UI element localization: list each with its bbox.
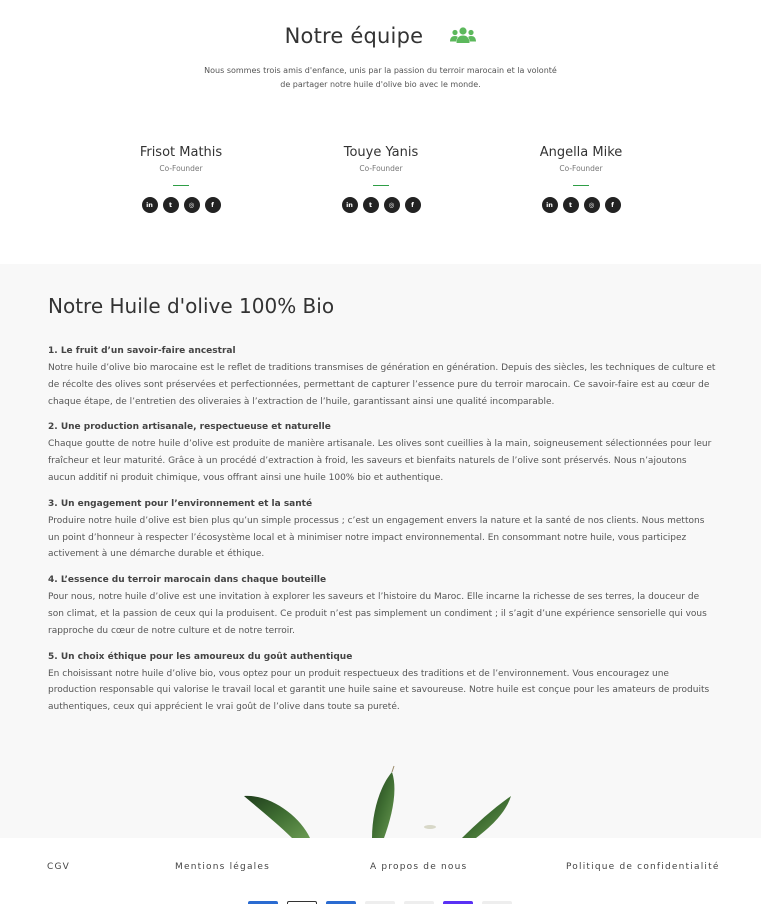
- facebook-icon[interactable]: f: [605, 197, 621, 213]
- member-role: Co-Founder: [159, 164, 203, 173]
- point-text: Produire notre huile d’olive est bien plus qu’un simple processus ; c’est un engagement envers la nature et la santé de nos clients. Nous mettons un point d’honneur à respecter l’écosystème local et à minimiser notre impact environnemental. En consommant notre huile, vous participez activement à une démarche durable et éthique.: [48, 515, 705, 560]
- point-text: Chaque goutte de notre huile d’olive est produite de manière artisanale. Les olives sont cueillies à la main, soigneusement sélectionnées pour leur fraîcheur et leur maturité. Grâce à un procédé d’extraction à froid, les saveurs et bienfaits naturels de l’olive sont préservés. Nous n’ajoutons aucun additif ni produit chimique, vous offrant ainsi une huile 100% bio et authentique.: [48, 439, 712, 483]
- twitter-icon[interactable]: t: [163, 197, 179, 213]
- point-text: Pour nous, notre huile d’olive est une invitation à explorer les saveurs et l’histoire du Maroc. Elle incarne la richesse de ses terres, la douceur de son climat, et la passion de ceux qui la produisent. Ce produit n’est pas simplement un condiment ; il s’agit d’une expérience sensorielle qui vous rapproche du cœur de notre culture et de notre terroir.: [48, 592, 707, 636]
- section-title: Notre Huile d'olive 100% Bio: [48, 294, 335, 318]
- footer: [0, 838, 761, 904]
- footer-link-cgv[interactable]: CGV: [47, 862, 71, 872]
- twitter-icon[interactable]: t: [363, 197, 379, 213]
- list-item: [48, 420, 716, 486]
- list-item: [48, 497, 716, 563]
- member-role: Co-Founder: [559, 164, 603, 173]
- point-text: Notre huile d’olive bio marocaine est le reflet de traditions transmises de génération en génération. Depuis des siècles, les techniques de culture et de récolte des olives sont préservées et perfectionnées, permettant de capturer l’essence pure du terroir marocain. Ce savoir-faire est au cœur de chaque étape, de l’entretien des oliveraies à l’extraction de l’huile, garantissant ainsi une qualité incomparable.: [48, 363, 716, 407]
- member-name: Frisot Mathis: [139, 145, 223, 160]
- team-member-card: [501, 145, 661, 213]
- point-title: 4. L’essence du terroir marocain dans chaque bouteille: [48, 575, 327, 586]
- team-member-card: [301, 145, 461, 213]
- feature-list: [48, 344, 716, 726]
- linkedin-icon[interactable]: in: [142, 197, 158, 213]
- linkedin-icon[interactable]: in: [342, 197, 358, 213]
- users-icon: [450, 26, 476, 44]
- team-member-card: [101, 145, 261, 213]
- team-section: [0, 0, 761, 264]
- member-socials: [501, 197, 661, 213]
- instagram-icon[interactable]: ◎: [384, 197, 400, 213]
- member-divider: [573, 185, 589, 186]
- list-item: [48, 344, 716, 410]
- member-name: Touye Yanis: [343, 145, 419, 160]
- member-divider: [173, 185, 189, 186]
- point-title: 5. Un choix éthique pour les amoureux du goût authentique: [48, 651, 353, 662]
- member-socials: [301, 197, 461, 213]
- member-name: Angella Mike: [539, 145, 623, 160]
- instagram-icon[interactable]: ◎: [184, 197, 200, 213]
- instagram-icon[interactable]: ◎: [584, 197, 600, 213]
- facebook-icon[interactable]: f: [405, 197, 421, 213]
- olive-oil-section: [0, 264, 761, 838]
- member-socials: [101, 197, 261, 213]
- list-item: [48, 573, 716, 639]
- member-role: Co-Founder: [359, 164, 403, 173]
- facebook-icon[interactable]: f: [205, 197, 221, 213]
- twitter-icon[interactable]: t: [563, 197, 579, 213]
- olive-leaves-image: [0, 764, 761, 838]
- list-item: [48, 650, 716, 716]
- team-title: Notre équipe: [284, 24, 424, 48]
- linkedin-icon[interactable]: in: [542, 197, 558, 213]
- footer-link-legal[interactable]: Mentions légales: [175, 862, 270, 872]
- point-text: En choisissant notre huile d’olive bio, vous optez pour un produit respectueux des traditions et de l’environnement. Vous encouragez une production responsable qui valorise le travail local et garantit une huile saine et savoureuse. Notre huile est conçue pour les amateurs de produits authentiques, ceux qui apprécient le vrai goût de l’olive dans toute sa pureté.: [48, 668, 710, 713]
- team-intro: Nous sommes trois amis d'enfance, unis par la passion du terroir marocain et la volonté de partager notre huile d'olive bio avec le monde.: [204, 66, 557, 89]
- point-title: 1. Le fruit d’un savoir-faire ancestral: [48, 346, 236, 356]
- point-title: 2. Une production artisanale, respectueuse et naturelle: [48, 422, 331, 433]
- footer-link-about[interactable]: A propos de nous: [370, 862, 468, 872]
- point-title: 3. Un engagement pour l’environnement et la santé: [48, 498, 313, 509]
- team-header: [0, 24, 761, 48]
- member-divider: [373, 185, 389, 186]
- footer-link-privacy[interactable]: Politique de confidentialité: [566, 862, 720, 872]
